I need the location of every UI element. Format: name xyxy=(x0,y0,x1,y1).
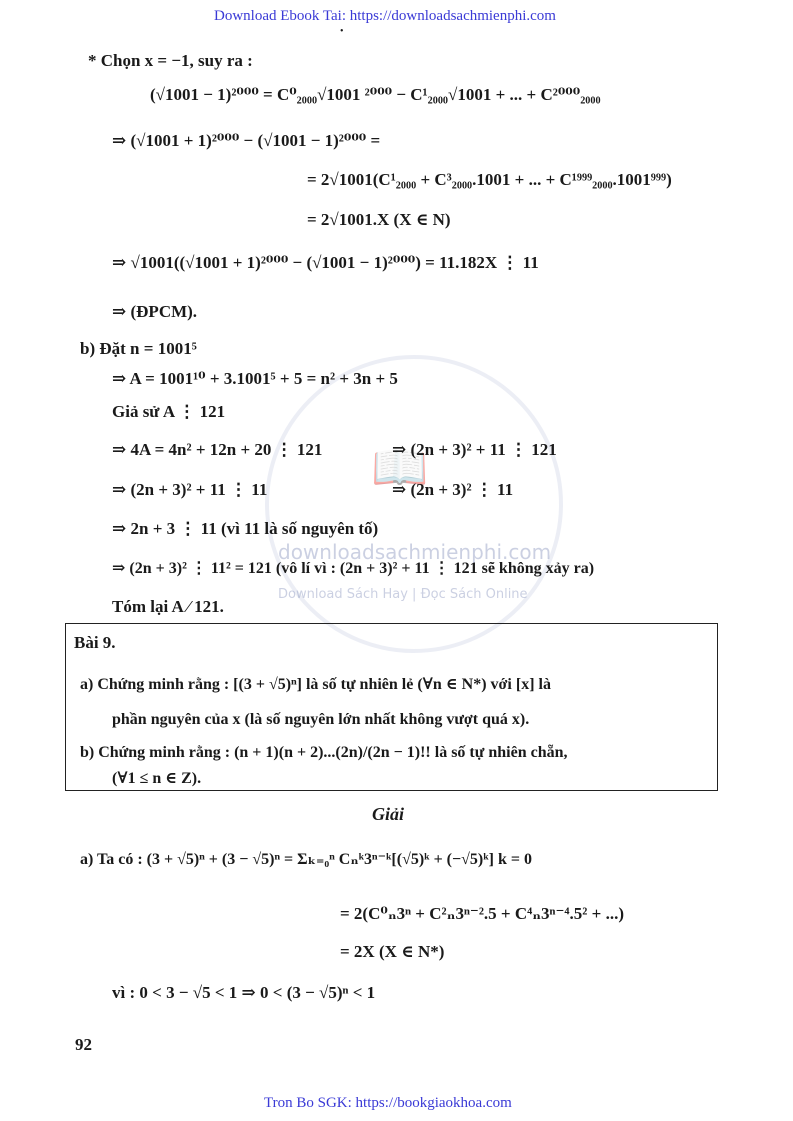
exercise-box xyxy=(65,623,718,791)
footer-site-link[interactable]: Tron Bo SGK: https://bookgiaokhoa.com xyxy=(264,1095,512,1111)
solution-line-2: = 2(C⁰ₙ3ⁿ + C²ₙ3ⁿ⁻².5 + C⁴ₙ3ⁿ⁻⁴.5² + ...) xyxy=(340,904,624,923)
line-qed: ⇒ (ĐPCM). xyxy=(112,302,198,321)
solution-title: Giải xyxy=(372,804,405,824)
line-expansion: (√1001 − 1)²⁰⁰⁰ = C⁰₂₀₀₀√1001 ²⁰⁰⁰ − C¹₂₀₀₀√1001 + ... + C²⁰⁰⁰₂₀₀₀ xyxy=(150,85,601,104)
line-difference: ⇒ (√1001 + 1)²⁰⁰⁰ − (√1001 − 1)²⁰⁰⁰ = xyxy=(112,131,381,150)
solution-line-3: = 2X (X ∈ N*) xyxy=(340,942,445,961)
line-divisible-11: ⇒ √1001((√1001 + 1)²⁰⁰⁰ − (√1001 − 1)²⁰⁰⁰) = 11.182X ⋮ 11 xyxy=(112,253,539,272)
line-conclusion: Tóm lại A ⁄ 121. xyxy=(112,597,224,616)
line-part-b: b) Đặt n = 1001⁵ xyxy=(80,339,197,358)
exercise-b-line1: b) Chứng minh rằng : (n + 1)(n + 2)...(2n)/(2n − 1)!! là số tự nhiên chẵn, xyxy=(80,744,568,761)
watermark-tagline: Download Sách Hay | Đọc Sách Online xyxy=(278,587,528,602)
line-2x: = 2√1001.X (X ∈ N) xyxy=(307,210,451,229)
watermark-book-icon: 📖 xyxy=(371,440,429,494)
exercise-title: Bài 9. xyxy=(74,633,116,652)
line-a-formula: ⇒ A = 1001¹⁰ + 3.1001⁵ + 5 = n² + 3n + 5 xyxy=(112,369,398,388)
line-mod-11-right: ⇒ (2n + 3)² ⋮ 11 xyxy=(392,480,514,499)
solution-line-1: a) Ta có : (3 + √5)ⁿ + (3 − √5)ⁿ = Σₖ₌₀ⁿ Cₙᵏ3ⁿ⁻ᵏ[(√5)ᵏ + (−√5)ᵏ] k = 0 xyxy=(80,851,532,868)
line-sum-odd-terms: = 2√1001(C¹₂₀₀₀ + C³₂₀₀₀.1001 + ... + C¹⁹⁹⁹₂₀₀₀.1001⁹⁹⁹) xyxy=(307,170,672,189)
line-4a-right: ⇒ (2n + 3)² + 11 ⋮ 121 xyxy=(392,440,557,459)
line-contradiction: ⇒ (2n + 3)² ⋮ 11² = 121 (vô lí vì : (2n + 3)² + 11 ⋮ 121 sẽ không xảy ra) xyxy=(112,560,595,577)
page-number: 92 xyxy=(75,1035,92,1054)
line-mod-11: ⇒ (2n + 3)² + 11 ⋮ 11 xyxy=(112,480,268,499)
header-dot: • xyxy=(340,26,344,37)
header-download-link[interactable]: Download Ebook Tai: https://downloadsachmienphi.com xyxy=(214,8,556,24)
exercise-a-line1: a) Chứng minh rằng : [(3 + √5)ⁿ] là số tự nhiên lẻ (∀n ∈ N*) với [x] là xyxy=(80,676,551,693)
line-assume: Giả sử A ⋮ 121 xyxy=(112,402,226,421)
watermark-site-text: downloadsachmienphi.com xyxy=(278,540,552,564)
line-prime: ⇒ 2n + 3 ⋮ 11 (vì 11 là số nguyên tố) xyxy=(112,519,379,538)
line-choose-x: * Chọn x = −1, suy ra : xyxy=(88,51,253,70)
solution-line-4: vì : 0 < 3 − √5 < 1 ⇒ 0 < (3 − √5)ⁿ < 1 xyxy=(112,983,376,1002)
exercise-b-line2: (∀1 ≤ n ∈ Z). xyxy=(112,770,202,787)
line-4a: ⇒ 4A = 4n² + 12n + 20 ⋮ 121 xyxy=(112,440,323,459)
exercise-a-line2: phần nguyên của x (là số nguyên lớn nhất không vượt quá x). xyxy=(112,711,530,728)
watermark-ring xyxy=(265,355,563,653)
